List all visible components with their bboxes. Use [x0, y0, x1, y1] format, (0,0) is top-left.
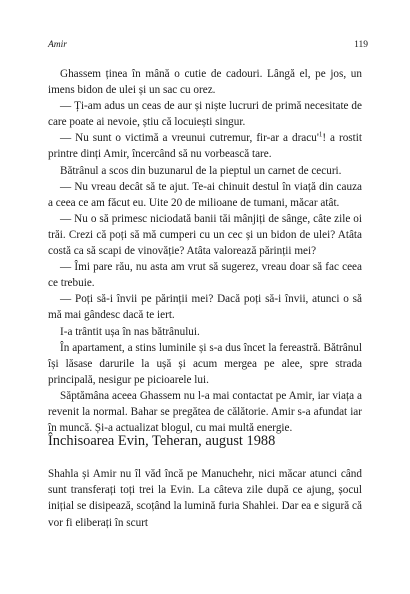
page-number: 119 [354, 40, 368, 50]
paragraph: Bătrânul a scos din buzunarul de la pieptul un carnet de cecuri. [60, 164, 342, 177]
paragraph: — Nu o să primesc niciodată banii tăi mânjiți de sânge, câte zile oi trăi. Crezi că poți să mă cumperi cu un cec și un bidon de ulei? Atâta costă ca să scapi de vinovăție? Atâta valorează părinții mei? [48, 212, 362, 258]
section-heading: Închisoarea Evin, Teheran, august 1988 [48, 433, 276, 449]
running-head: Amir [48, 40, 67, 50]
paragraph: Shahla și Amir nu îl văd încă pe Manuchehr, nici măcar atunci când sunt transferați toți trei la Evin. La câteva zile după ce ajung, șocul inițial se disipează, scoțând la lumină furia Shahlei. Dar ea e sigură că vor fi eliberați în scurt [48, 468, 362, 529]
body-text [48, 66, 362, 436]
paragraph: În apartament, a stins luminile și s-a dus încet la fereastră. Bătrânul își lăsase darurile la ușă și acum mergea pe alee, spre strada principală, nesigur pe picioarele lui. [48, 341, 362, 386]
paragraph: Săptămâna aceea Ghassem nu l-a mai contactat pe Amir, iar viața a revenit la normal. Bahar se pregătea de călătorie. Amir s-a afundat iar în muncă. Și-a actualizat blogul, cu mai multă energie. [48, 389, 362, 435]
paragraph-text: ! a rostit printre dinți Amir, încercând să nu vorbească tare. [48, 132, 362, 161]
paragraph [48, 130, 362, 162]
paragraph: Ghassem ținea în mână o cutie de cadouri. Lângă el, pe jos, un imens bidon de ulei și un sac cu orez. [48, 68, 362, 97]
paragraph: — Nu vreau decât să te ajut. Te-ai chinuit destul în viață din cauza a ceea ce am făcut eu. Uite 20 de milioane de tumani, măcar atât. [48, 180, 362, 209]
section-text [48, 466, 362, 531]
paragraph: — Poți să-i învii pe părinții mei? Dacă poți să-i învii, atunci o să mă mai gândesc dacă te iert. [48, 293, 362, 322]
paragraph-text: — Nu sunt o victimă a vreunui cutremur, fir-ar a dracu' [60, 132, 319, 145]
paragraph: — Ți-am adus un ceas de aur și niște lucruri de primă necesitate de care poate ai nevoie, știu că locuiești singur. [48, 100, 362, 129]
paragraph: — Îmi pare rău, nu asta am vrut să sugerez, vreau doar să fac ceea ce trebuie. [48, 261, 362, 290]
paragraph: I-a trântit ușa în nas bătrânului. [60, 325, 200, 338]
footnote-mark: 1 [318, 130, 323, 139]
